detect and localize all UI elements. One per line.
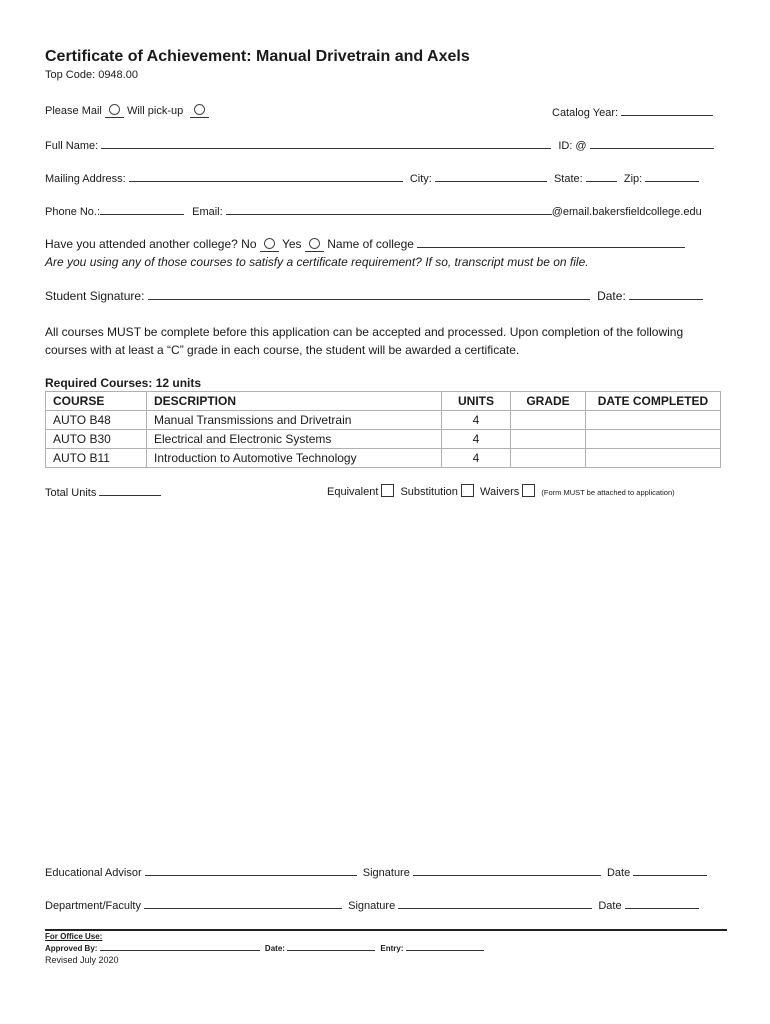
office-use-label: For Office Use: (45, 932, 103, 941)
faculty-signature-label: Signature (348, 900, 396, 912)
yes-radio[interactable] (305, 237, 324, 252)
educational-advisor-label: Educational Advisor (45, 867, 142, 879)
substitution-checkbox[interactable] (461, 484, 474, 497)
course-code: AUTO B48 (46, 411, 147, 430)
no-label: No (241, 237, 257, 251)
substitution-label: Substitution (400, 486, 458, 498)
catalog-year-field[interactable] (621, 104, 713, 116)
office-use-heading (45, 932, 102, 941)
table-row (46, 411, 721, 430)
advisor-date-field[interactable] (633, 864, 707, 876)
date-label: Date: (597, 289, 626, 303)
advisor-signature-field[interactable] (413, 864, 601, 876)
advisor-signature-label: Signature (362, 867, 410, 879)
please-mail-radio[interactable] (105, 104, 124, 118)
name-of-college-field[interactable] (417, 236, 685, 248)
city-label: City: (409, 173, 432, 185)
advisor-row (45, 864, 707, 879)
radio-circle-icon (309, 238, 320, 249)
course-units: 4 (442, 411, 511, 430)
mailing-address-field[interactable] (129, 170, 403, 182)
entry-label: Entry: (380, 944, 404, 953)
courses-table (45, 391, 721, 468)
total-units-field[interactable] (99, 484, 161, 496)
zip-field[interactable] (645, 170, 699, 182)
waivers-checkbox[interactable] (522, 484, 535, 497)
faculty-row (45, 897, 699, 912)
state-field[interactable] (586, 170, 617, 182)
date-completed-cell[interactable] (586, 449, 721, 468)
advisor-date-label: Date (606, 867, 631, 879)
no-radio[interactable] (260, 237, 279, 252)
student-signature-row (45, 288, 703, 303)
email-domain: @email.bakersfieldcollege.edu (551, 206, 702, 218)
faculty-signature-field[interactable] (398, 897, 592, 909)
approved-by-label: Approved By: (45, 944, 98, 953)
pickup-row (45, 104, 209, 118)
course-description: Manual Transmissions and Drivetrain (147, 411, 442, 430)
faculty-date-label: Date (598, 900, 622, 912)
office-date-label: Date: (264, 944, 285, 953)
mailing-address-label: Mailing Address: (45, 173, 126, 185)
revised-date: Revised July 2020 (45, 955, 119, 965)
educational-advisor-field[interactable] (145, 864, 357, 876)
grade-cell[interactable] (511, 449, 586, 468)
course-description: Electrical and Electronic Systems (147, 430, 442, 449)
date-field[interactable] (629, 288, 703, 300)
required-courses-heading: Required Courses: 12 units (45, 376, 202, 390)
waivers-label: Waivers (479, 486, 520, 498)
divider (45, 929, 727, 931)
total-units-row (45, 484, 161, 499)
top-code: Top Code: 0948.00 (45, 69, 138, 81)
will-pickup-label: Will pick-up (126, 105, 184, 117)
header-course: COURSE (46, 392, 147, 411)
full-name-label: Full Name: (45, 140, 99, 152)
date-completed-cell[interactable] (586, 430, 721, 449)
approved-by-field[interactable] (100, 942, 260, 951)
radio-circle-icon (264, 238, 275, 249)
page-title: Certificate of Achievement: Manual Drivetrain and Axels (45, 48, 470, 65)
student-signature-label: Student Signature: (45, 289, 145, 303)
total-units-label: Total Units (45, 487, 97, 499)
department-faculty-field[interactable] (144, 897, 342, 909)
table-row (46, 449, 721, 468)
waivers-note: (Form MUST be attached to application) (541, 488, 675, 497)
office-row (45, 942, 484, 953)
contact-row (45, 203, 702, 218)
faculty-date-field[interactable] (625, 897, 699, 909)
table-row (46, 430, 721, 449)
please-mail-label: Please Mail (45, 105, 102, 117)
address-row (45, 170, 699, 185)
course-units: 4 (442, 449, 511, 468)
student-signature-field[interactable] (148, 288, 590, 300)
header-description: DESCRIPTION (147, 392, 442, 411)
email-label: Email: (192, 206, 223, 218)
full-name-field[interactable] (101, 137, 551, 149)
course-code: AUTO B11 (46, 449, 147, 468)
equivalency-row (327, 484, 675, 498)
id-label: ID: @ (558, 140, 587, 152)
state-label: State: (553, 173, 583, 185)
phone-label: Phone No.: (45, 206, 101, 218)
grade-cell[interactable] (511, 411, 586, 430)
catalog-year-row (552, 104, 713, 119)
radio-circle-icon (109, 104, 120, 115)
instructions: All courses MUST be complete before this application can be accepted and processed. Upon completion of the following courses with at least a “C” grade in each course, the student will be awarded a certificate. (45, 325, 684, 357)
full-name-row (45, 137, 714, 152)
header-grade: GRADE (511, 392, 586, 411)
course-description: Introduction to Automotive Technology (147, 449, 442, 468)
catalog-year-label: Catalog Year: (552, 107, 619, 119)
radio-circle-icon (194, 104, 205, 115)
email-field[interactable] (226, 203, 552, 215)
yes-label: Yes (281, 237, 302, 251)
course-units: 4 (442, 430, 511, 449)
grade-cell[interactable] (511, 430, 586, 449)
attended-question: Have you attended another college? (45, 237, 238, 251)
entry-field[interactable] (406, 942, 484, 951)
header-units: UNITS (442, 392, 511, 411)
transcript-note: Are you using any of those courses to satisfy a certificate requirement? If so, transcript must be on file. (45, 255, 589, 269)
office-date-field[interactable] (287, 942, 375, 951)
equivalent-label: Equivalent (327, 486, 379, 498)
department-faculty-label: Department/Faculty (45, 900, 141, 912)
id-field[interactable] (590, 137, 714, 149)
attended-row (45, 236, 685, 252)
table-header-row (46, 392, 721, 411)
equivalent-checkbox[interactable] (381, 484, 394, 497)
header-date-completed: DATE COMPLETED (586, 392, 721, 411)
will-pickup-radio[interactable] (190, 104, 209, 118)
course-code: AUTO B30 (46, 430, 147, 449)
city-field[interactable] (435, 170, 547, 182)
date-completed-cell[interactable] (586, 411, 721, 430)
phone-field[interactable] (100, 203, 184, 215)
zip-label: Zip: (623, 173, 643, 185)
name-of-college-label: Name of college (327, 237, 414, 251)
